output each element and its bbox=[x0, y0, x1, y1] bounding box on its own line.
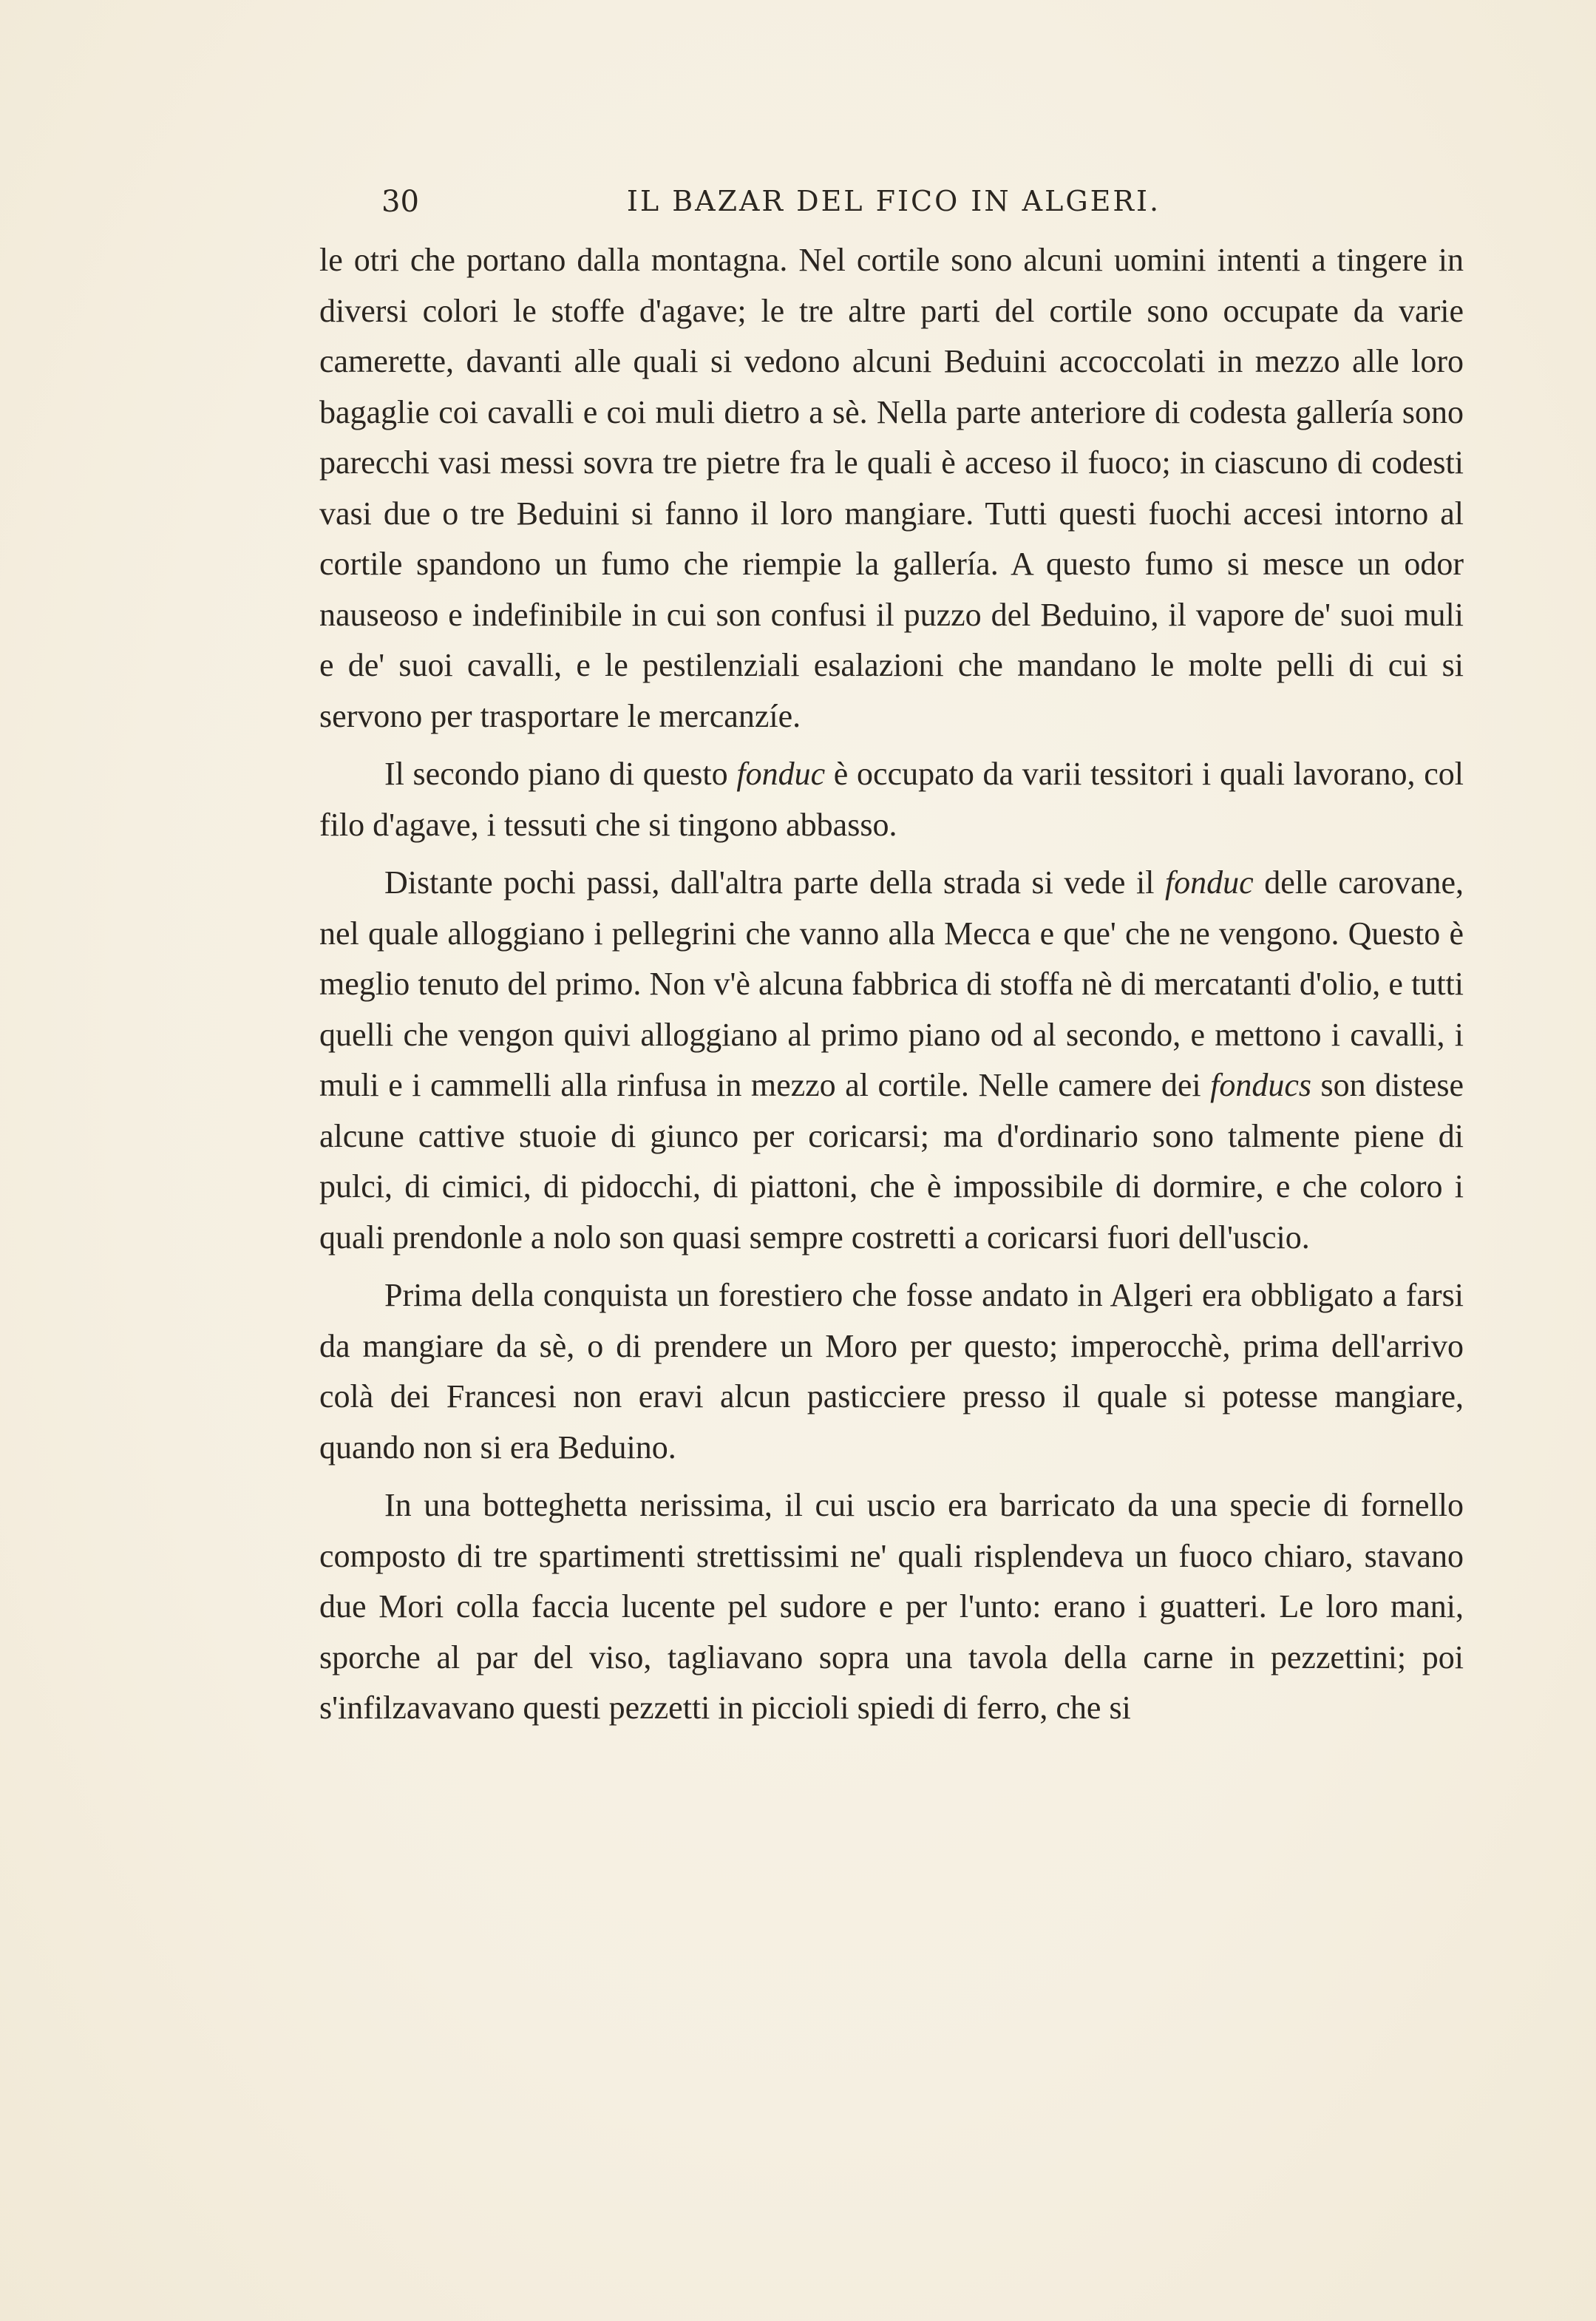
paragraph-5: In una botteghetta nerissima, il cui uscio era barricato da una specie di fornello composto di tre spartimenti strettissimi ne' quali risplendeva un fuoco chiaro, stavano due Mori colla faccia lucente pel sudore e per l'unto: erano i guatteri. Le loro mani, sporche al par del viso, tagliavano sopra una tavola della carne in pezzettini; poi s'infilzavavano questi pezzetti in piccioli spiedi di ferro, che si bbox=[319, 1487, 1464, 1726]
paragraph-3-text-b: delle carovane, nel quale alloggiano i pellegrini che vanno alla Mecca e que' che ne vengono. Questo è meglio tenuto del primo. Non v'è alcuna fabbrica di stoffa nè di mercatanti d'olio, e tutti quelli che vengon quivi alloggiano al primo piano od al secondo, e mettono i cavalli, i muli e i cammelli alla rinfusa in mezzo al cortile. Nelle camere dei bbox=[319, 864, 1464, 1103]
page-header bbox=[324, 185, 1464, 229]
paragraph-2 bbox=[319, 749, 1464, 850]
paragraph-4: Prima della conquista un forestiero che fosse andato in Algeri era obbligato a farsi da mangiare da sè, o di prendere un Moro per questo; imperocchè, prima dell'arrivo colà dei Francesi non eravi alcun pasticciere presso il quale si potesse mangiare, quando non si era Beduino. bbox=[319, 1277, 1464, 1466]
page-number: 30 bbox=[381, 185, 419, 219]
paragraph-2-text-a: Il secondo piano di questo bbox=[384, 756, 737, 792]
paragraph-3-text-c: son distese alcune cattive stuoie di giunco per coricarsi; ma d'ordinario sono talmente piene di pulci, di cimici, di pidocchi, di piattoni, che è impossibile di dormire, e che coloro i quali prendonle a nolo son quasi sempre costretti a coricarsi fuori dell'uscio. bbox=[319, 1067, 1464, 1256]
paragraph-2-text-b: è occupato da varii tessitori i quali lavorano, col filo d'agave, i tessuti che si tingono abbasso. bbox=[319, 756, 1464, 843]
paragraph-3 bbox=[319, 858, 1464, 1263]
italic-term: fonducs bbox=[1210, 1067, 1312, 1103]
italic-term: fonduc bbox=[1164, 864, 1254, 901]
paragraph-3-text-a: Distante pochi passi, dall'altra parte della strada si vede il bbox=[384, 864, 1165, 901]
italic-term: fonduc bbox=[736, 756, 826, 792]
body-text bbox=[319, 235, 1464, 1734]
running-title: IL BAZAR DEL FICO IN ALGERI. bbox=[626, 185, 1161, 217]
paragraph-1: le otri che portano dalla montagna. Nel cortile sono alcuni uomini intenti a tingere in diversi colori le stoffe d'agave; le tre altre parti del cortile sono occupate da varie camerette, davanti alle quali si vedono alcuni Beduini accoccolati in mezzo alle loro bagaglie coi cavalli e coi muli dietro a sè. Nella parte anteriore di codesta gallería sono parecchi vasi messi sovra tre pietre fra le quali è acceso il fuoco; in ciascuno di codesti vasi due o tre Beduini si fanno il loro mangiare. Tutti questi fuochi accesi intorno al cortile spandono un fumo che riempie la gallería. A questo fumo si mesce un odor nauseoso e indefinibile in cui son confusi il puzzo del Beduino, il vapore de' suoi muli e de' suoi cavalli, e le pestilenziali esalazioni che mandano le molte pelli di cui si servono per trasportare le mercanzíe. bbox=[319, 242, 1464, 734]
